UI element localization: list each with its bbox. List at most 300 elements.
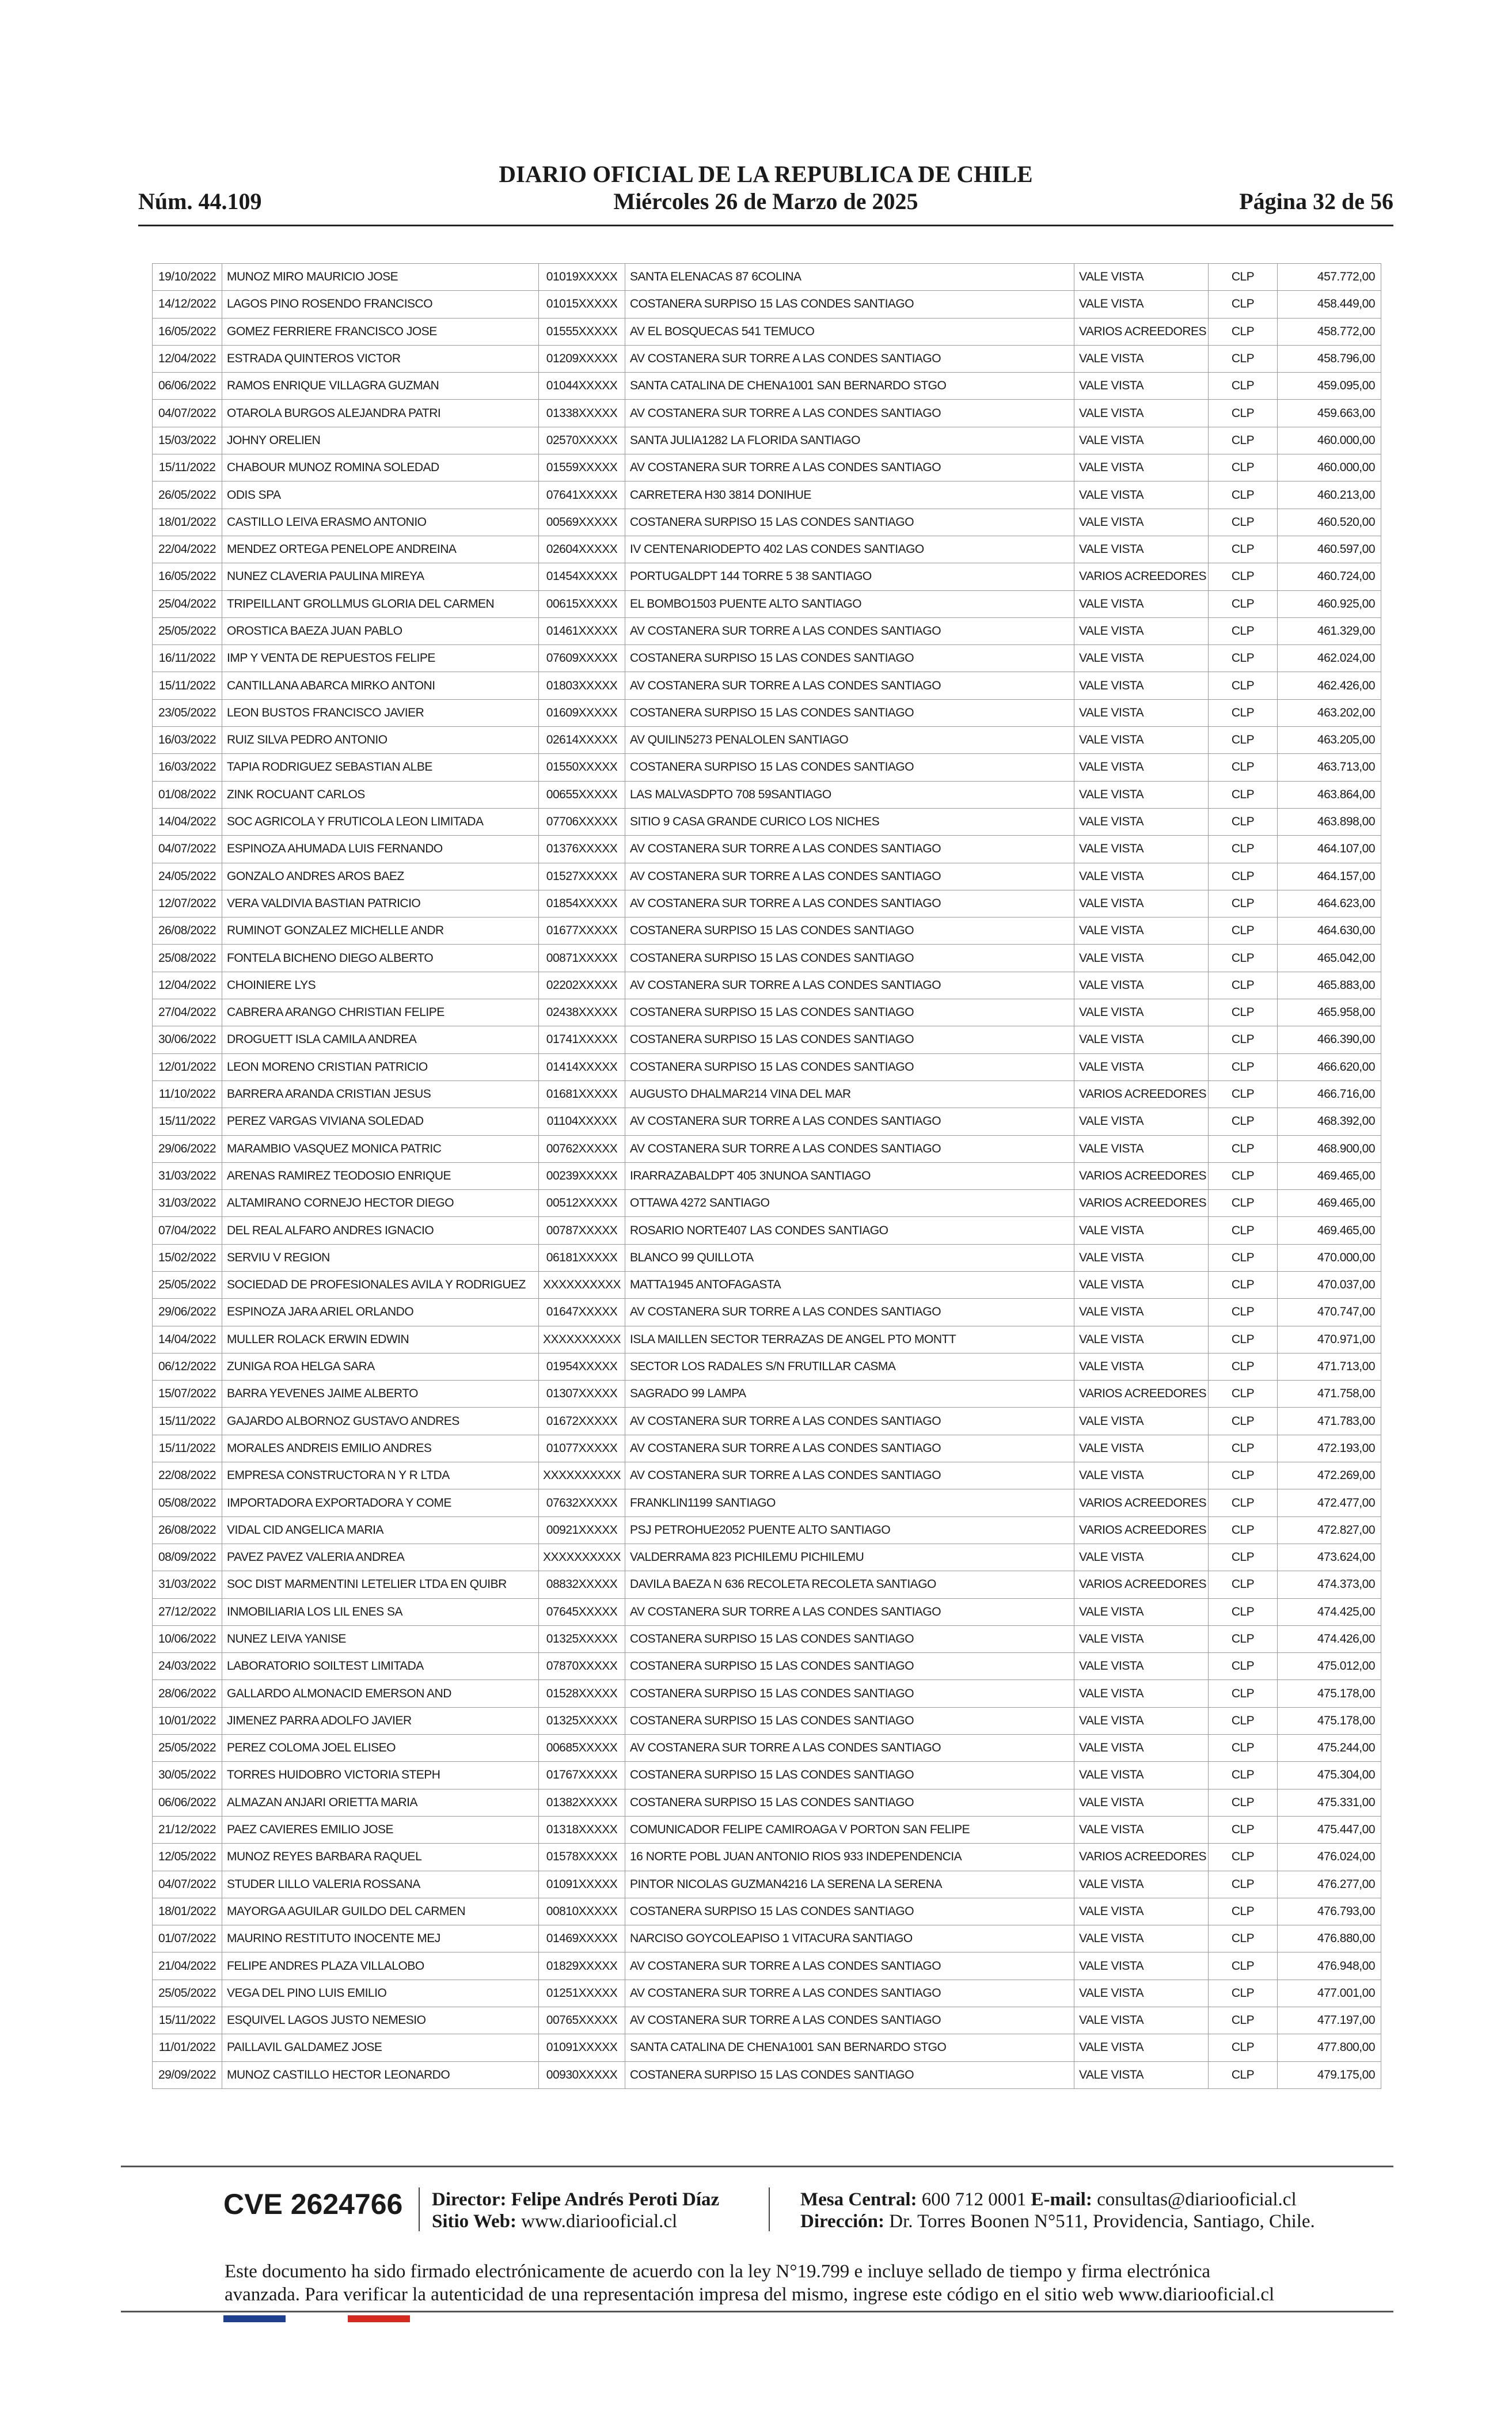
row-date: 25/05/2022 <box>153 1271 222 1298</box>
row-date: 10/06/2022 <box>153 1625 222 1652</box>
row-currency: CLP <box>1209 727 1278 754</box>
row-name: MUNOZ MIRO MAURICIO JOSE <box>222 264 539 291</box>
row-name: CANTILLANA ABARCA MIRKO ANTONI <box>222 672 539 699</box>
row-amount: 475.178,00 <box>1278 1680 1381 1707</box>
row-rut: 06181XXXXX <box>539 1244 625 1271</box>
row-name: PAVEZ PAVEZ VALERIA ANDREA <box>222 1544 539 1571</box>
row-name: INMOBILIARIA LOS LIL ENES SA <box>222 1598 539 1625</box>
table-row <box>153 1871 1381 1898</box>
row-payment-type: VALE VISTA <box>1074 2061 1209 2088</box>
row-name: ESTRADA QUINTEROS VICTOR <box>222 345 539 372</box>
email-label: E-mail: <box>1031 2189 1092 2210</box>
website-link[interactable]: www.diariooficial.cl <box>521 2211 678 2232</box>
row-payment-type: VALE VISTA <box>1074 1789 1209 1816</box>
row-date: 22/08/2022 <box>153 1462 222 1489</box>
row-amount: 477.197,00 <box>1278 2007 1381 2034</box>
row-rut: 01376XXXXX <box>539 836 625 863</box>
row-amount: 474.426,00 <box>1278 1625 1381 1652</box>
row-payment-type: VALE VISTA <box>1074 590 1209 617</box>
table-row <box>153 1789 1381 1816</box>
row-address: IRARRAZABALDPT 405 3NUNOA SANTIAGO <box>625 1162 1074 1189</box>
legal-notice <box>225 2260 1319 2306</box>
table-row <box>153 1435 1381 1462</box>
row-amount: 463.713,00 <box>1278 754 1381 781</box>
row-date: 14/04/2022 <box>153 1326 222 1353</box>
row-address: COSTANERA SURPISO 15 LAS CONDES SANTIAGO <box>625 645 1074 672</box>
row-amount: 457.772,00 <box>1278 264 1381 291</box>
row-currency: CLP <box>1209 1544 1278 1571</box>
website-label: Sitio Web: <box>432 2211 517 2232</box>
row-name: NUNEZ CLAVERIA PAULINA MIREYA <box>222 563 539 590</box>
table-row <box>153 917 1381 945</box>
table-row <box>153 1162 1381 1189</box>
row-address: AV COSTANERA SUR TORRE A LAS CONDES SANTIAGO <box>625 672 1074 699</box>
payments-table <box>152 263 1381 2089</box>
row-name: PAEZ CAVIERES EMILIO JOSE <box>222 1816 539 1843</box>
table-row <box>153 318 1381 345</box>
row-rut: XXXXXXXXXX <box>539 1544 625 1571</box>
table-row <box>153 454 1381 481</box>
table-row <box>153 373 1381 400</box>
legal-line-1: Este documento ha sido firmado electrónicamente de acuerdo con la ley N°19.799 e incluye sellado de tiempo y firma electrónica <box>225 2261 1211 2282</box>
row-amount: 465.042,00 <box>1278 945 1381 972</box>
row-address: COSTANERA SURPISO 15 LAS CONDES SANTIAGO <box>625 1026 1074 1053</box>
row-address: OTTAWA 4272 SANTIAGO <box>625 1190 1074 1217</box>
row-amount: 472.827,00 <box>1278 1516 1381 1544</box>
row-address: SAGRADO 99 LAMPA <box>625 1381 1074 1408</box>
table-row <box>153 1271 1381 1298</box>
row-name: LAGOS PINO ROSENDO FRANCISCO <box>222 291 539 318</box>
row-date: 31/03/2022 <box>153 1571 222 1598</box>
row-name: MARAMBIO VASQUEZ MONICA PATRIC <box>222 1135 539 1162</box>
row-date: 07/04/2022 <box>153 1217 222 1244</box>
director-name: Felipe Andrés Peroti Díaz <box>511 2189 720 2210</box>
row-payment-type: VALE VISTA <box>1074 264 1209 291</box>
row-payment-type: VALE VISTA <box>1074 536 1209 563</box>
row-rut: 01461XXXXX <box>539 617 625 644</box>
row-date: 31/03/2022 <box>153 1162 222 1189</box>
row-name: MAYORGA AGUILAR GUILDO DEL CARMEN <box>222 1898 539 1925</box>
row-rut: 01555XXXXX <box>539 318 625 345</box>
row-payment-type: VALE VISTA <box>1074 699 1209 726</box>
row-currency: CLP <box>1209 1217 1278 1244</box>
row-rut: 01318XXXXX <box>539 1816 625 1843</box>
row-rut: 08832XXXXX <box>539 1571 625 1598</box>
row-rut: 01803XXXXX <box>539 672 625 699</box>
row-rut: 00871XXXXX <box>539 945 625 972</box>
row-date: 21/04/2022 <box>153 1952 222 1980</box>
row-address: COSTANERA SURPISO 15 LAS CONDES SANTIAGO <box>625 509 1074 536</box>
masthead <box>138 160 1393 215</box>
row-date: 11/10/2022 <box>153 1080 222 1108</box>
row-date: 10/01/2022 <box>153 1707 222 1734</box>
row-payment-type: VALE VISTA <box>1074 1816 1209 1843</box>
row-payment-type: VARIOS ACREEDORES <box>1074 1381 1209 1408</box>
row-amount: 475.304,00 <box>1278 1762 1381 1789</box>
row-payment-type: VALE VISTA <box>1074 1871 1209 1898</box>
row-currency: CLP <box>1209 645 1278 672</box>
row-amount: 472.477,00 <box>1278 1489 1381 1516</box>
row-address: AV COSTANERA SUR TORRE A LAS CONDES SANTIAGO <box>625 345 1074 372</box>
row-rut: 00762XXXXX <box>539 1135 625 1162</box>
row-address: AV QUILIN5273 PENALOLEN SANTIAGO <box>625 727 1074 754</box>
row-amount: 474.373,00 <box>1278 1571 1381 1598</box>
row-currency: CLP <box>1209 2061 1278 2088</box>
row-amount: 476.880,00 <box>1278 1925 1381 1952</box>
row-date: 19/10/2022 <box>153 264 222 291</box>
row-currency: CLP <box>1209 318 1278 345</box>
row-rut: 01829XXXXX <box>539 1952 625 1980</box>
row-address: COSTANERA SURPISO 15 LAS CONDES SANTIAGO <box>625 2061 1074 2088</box>
row-address: AV COSTANERA SUR TORRE A LAS CONDES SANTIAGO <box>625 1735 1074 1762</box>
row-payment-type: VALE VISTA <box>1074 400 1209 427</box>
row-amount: 469.465,00 <box>1278 1190 1381 1217</box>
row-name: ESPINOZA AHUMADA LUIS FERNANDO <box>222 836 539 863</box>
row-date: 11/01/2022 <box>153 2034 222 2061</box>
row-payment-type: VALE VISTA <box>1074 917 1209 945</box>
row-address: COSTANERA SURPISO 15 LAS CONDES SANTIAGO <box>625 699 1074 726</box>
row-currency: CLP <box>1209 1026 1278 1053</box>
row-currency: CLP <box>1209 2034 1278 2061</box>
row-amount: 463.205,00 <box>1278 727 1381 754</box>
row-name: SOCIEDAD DE PROFESIONALES AVILA Y RODRIGUEZ <box>222 1271 539 1298</box>
row-address: AV COSTANERA SUR TORRE A LAS CONDES SANTIAGO <box>625 454 1074 481</box>
row-date: 15/11/2022 <box>153 1108 222 1135</box>
row-payment-type: VALE VISTA <box>1074 999 1209 1026</box>
row-currency: CLP <box>1209 1271 1278 1298</box>
row-payment-type: VALE VISTA <box>1074 1653 1209 1680</box>
row-amount: 464.623,00 <box>1278 890 1381 917</box>
row-currency: CLP <box>1209 2007 1278 2034</box>
row-name: GOMEZ FERRIERE FRANCISCO JOSE <box>222 318 539 345</box>
row-amount: 466.716,00 <box>1278 1080 1381 1108</box>
row-name: JOHNY ORELIEN <box>222 427 539 454</box>
row-address: CARRETERA H30 3814 DONIHUE <box>625 481 1074 509</box>
row-rut: 01209XXXXX <box>539 345 625 372</box>
row-rut: 00239XXXXX <box>539 1162 625 1189</box>
row-date: 04/07/2022 <box>153 836 222 863</box>
row-address: COSTANERA SURPISO 15 LAS CONDES SANTIAGO <box>625 945 1074 972</box>
row-rut: 00765XXXXX <box>539 2007 625 2034</box>
row-amount: 465.883,00 <box>1278 972 1381 999</box>
row-date: 24/03/2022 <box>153 1653 222 1680</box>
row-amount: 458.796,00 <box>1278 345 1381 372</box>
row-rut: 01325XXXXX <box>539 1707 625 1734</box>
row-address: COSTANERA SURPISO 15 LAS CONDES SANTIAGO <box>625 1707 1074 1734</box>
row-name: GAJARDO ALBORNOZ GUSTAVO ANDRES <box>222 1408 539 1435</box>
row-name: LEON BUSTOS FRANCISCO JAVIER <box>222 699 539 726</box>
row-name: FONTELA BICHENO DIEGO ALBERTO <box>222 945 539 972</box>
row-payment-type: VALE VISTA <box>1074 781 1209 808</box>
issue-number: Núm. 44.109 <box>138 188 262 214</box>
row-date: 15/11/2022 <box>153 1408 222 1435</box>
row-address: SANTA CATALINA DE CHENA1001 SAN BERNARDO STGO <box>625 2034 1074 2061</box>
row-rut: 01091XXXXX <box>539 1871 625 1898</box>
row-date: 28/06/2022 <box>153 1680 222 1707</box>
row-payment-type: VALE VISTA <box>1074 1435 1209 1462</box>
row-name: TORRES HUIDOBRO VICTORIA STEPH <box>222 1762 539 1789</box>
row-rut: XXXXXXXXXX <box>539 1326 625 1353</box>
footer-divider-left <box>419 2187 420 2231</box>
row-name: BARRA YEVENES JAIME ALBERTO <box>222 1381 539 1408</box>
row-payment-type: VALE VISTA <box>1074 1053 1209 1080</box>
row-currency: CLP <box>1209 1871 1278 1898</box>
director-label: Director: <box>432 2189 507 2210</box>
row-amount: 462.024,00 <box>1278 645 1381 672</box>
table-row <box>153 1653 1381 1680</box>
row-rut: 01414XXXXX <box>539 1053 625 1080</box>
row-currency: CLP <box>1209 1735 1278 1762</box>
row-currency: CLP <box>1209 509 1278 536</box>
row-currency: CLP <box>1209 590 1278 617</box>
row-rut: 01338XXXXX <box>539 400 625 427</box>
table-row <box>153 999 1381 1026</box>
row-amount: 459.095,00 <box>1278 373 1381 400</box>
row-amount: 464.107,00 <box>1278 836 1381 863</box>
row-date: 25/05/2022 <box>153 617 222 644</box>
row-name: GONZALO ANDRES AROS BAEZ <box>222 863 539 890</box>
row-date: 27/04/2022 <box>153 999 222 1026</box>
row-address: EL BOMBO1503 PUENTE ALTO SANTIAGO <box>625 590 1074 617</box>
row-date: 30/06/2022 <box>153 1026 222 1053</box>
table-row <box>153 345 1381 372</box>
row-amount: 469.465,00 <box>1278 1162 1381 1189</box>
cve-code: CVE 2624766 <box>223 2188 403 2220</box>
row-name: CHOINIERE LYS <box>222 972 539 999</box>
table-row <box>153 1053 1381 1080</box>
row-rut: 01672XXXXX <box>539 1408 625 1435</box>
row-currency: CLP <box>1209 617 1278 644</box>
page-indicator: Página 32 de 56 <box>1239 188 1393 214</box>
table-row <box>153 1844 1381 1871</box>
flag-stripe-red <box>348 2315 410 2322</box>
row-rut: 07645XXXXX <box>539 1598 625 1625</box>
row-amount: 460.213,00 <box>1278 481 1381 509</box>
row-name: ESQUIVEL LAGOS JUSTO NEMESIO <box>222 2007 539 2034</box>
row-name: STUDER LILLO VALERIA ROSSANA <box>222 1871 539 1898</box>
table-row <box>153 972 1381 999</box>
row-amount: 476.024,00 <box>1278 1844 1381 1871</box>
row-name: IMP Y VENTA DE REPUESTOS FELIPE <box>222 645 539 672</box>
row-date: 12/07/2022 <box>153 890 222 917</box>
row-date: 15/03/2022 <box>153 427 222 454</box>
row-rut: 00921XXXXX <box>539 1516 625 1544</box>
row-date: 01/08/2022 <box>153 781 222 808</box>
row-address: AV COSTANERA SUR TORRE A LAS CONDES SANTIAGO <box>625 400 1074 427</box>
row-address: COSTANERA SURPISO 15 LAS CONDES SANTIAGO <box>625 291 1074 318</box>
row-amount: 475.178,00 <box>1278 1707 1381 1734</box>
row-address: 16 NORTE POBL JUAN ANTONIO RIOS 933 INDEPENDENCIA <box>625 1844 1074 1871</box>
address-label: Dirección: <box>800 2211 885 2232</box>
row-payment-type: VALE VISTA <box>1074 1625 1209 1652</box>
table-row <box>153 808 1381 835</box>
row-currency: CLP <box>1209 1653 1278 1680</box>
row-amount: 460.000,00 <box>1278 454 1381 481</box>
row-amount: 470.747,00 <box>1278 1299 1381 1326</box>
publication-date: Miércoles 26 de Marzo de 2025 <box>613 188 918 214</box>
row-amount: 464.630,00 <box>1278 917 1381 945</box>
email-link[interactable]: consultas@diariooficial.cl <box>1097 2189 1297 2210</box>
row-currency: CLP <box>1209 1680 1278 1707</box>
row-rut: 07870XXXXX <box>539 1653 625 1680</box>
row-currency: CLP <box>1209 945 1278 972</box>
row-address: PINTOR NICOLAS GUZMAN4216 LA SERENA LA SERENA <box>625 1871 1074 1898</box>
row-date: 22/04/2022 <box>153 536 222 563</box>
row-amount: 468.900,00 <box>1278 1135 1381 1162</box>
row-date: 16/05/2022 <box>153 318 222 345</box>
row-currency: CLP <box>1209 1326 1278 1353</box>
row-name: ZINK ROCUANT CARLOS <box>222 781 539 808</box>
row-amount: 471.758,00 <box>1278 1381 1381 1408</box>
row-payment-type: VALE VISTA <box>1074 1680 1209 1707</box>
row-name: ZUNIGA ROA HELGA SARA <box>222 1353 539 1380</box>
flag-stripe-blue <box>223 2315 286 2322</box>
row-name: RAMOS ENRIQUE VILLAGRA GUZMAN <box>222 373 539 400</box>
row-date: 23/05/2022 <box>153 699 222 726</box>
row-amount: 460.520,00 <box>1278 509 1381 536</box>
row-payment-type: VALE VISTA <box>1074 1026 1209 1053</box>
row-date: 21/12/2022 <box>153 1816 222 1843</box>
table-row <box>153 836 1381 863</box>
row-date: 12/04/2022 <box>153 345 222 372</box>
row-rut: 01647XXXXX <box>539 1299 625 1326</box>
table-row <box>153 1925 1381 1952</box>
row-name: JIMENEZ PARRA ADOLFO JAVIER <box>222 1707 539 1734</box>
footer-divider-right <box>769 2187 770 2231</box>
row-currency: CLP <box>1209 808 1278 835</box>
row-name: RUIZ SILVA PEDRO ANTONIO <box>222 727 539 754</box>
row-currency: CLP <box>1209 1135 1278 1162</box>
row-payment-type: VARIOS ACREEDORES <box>1074 1516 1209 1544</box>
row-address: COSTANERA SURPISO 15 LAS CONDES SANTIAGO <box>625 1653 1074 1680</box>
row-amount: 464.157,00 <box>1278 863 1381 890</box>
row-address: IV CENTENARIODEPTO 402 LAS CONDES SANTIAGO <box>625 536 1074 563</box>
table-row <box>153 645 1381 672</box>
row-payment-type: VALE VISTA <box>1074 1271 1209 1298</box>
row-name: SOC DIST MARMENTINI LETELIER LTDA EN QUIBR <box>222 1571 539 1598</box>
table-row <box>153 1326 1381 1353</box>
row-name: VEGA DEL PINO LUIS EMILIO <box>222 1980 539 2007</box>
table-row <box>153 1190 1381 1217</box>
row-rut: 01077XXXXX <box>539 1435 625 1462</box>
row-date: 15/11/2022 <box>153 454 222 481</box>
table-row <box>153 754 1381 781</box>
row-currency: CLP <box>1209 781 1278 808</box>
table-row <box>153 1952 1381 1980</box>
table-row <box>153 1408 1381 1435</box>
row-rut: 02570XXXXX <box>539 427 625 454</box>
table-row <box>153 1381 1381 1408</box>
row-payment-type: VALE VISTA <box>1074 1326 1209 1353</box>
row-name: TAPIA RODRIGUEZ SEBASTIAN ALBE <box>222 754 539 781</box>
row-payment-type: VALE VISTA <box>1074 1244 1209 1271</box>
row-amount: 469.465,00 <box>1278 1217 1381 1244</box>
row-date: 29/06/2022 <box>153 1135 222 1162</box>
row-address: AUGUSTO DHALMAR214 VINA DEL MAR <box>625 1080 1074 1108</box>
table-row <box>153 2007 1381 2034</box>
row-date: 01/07/2022 <box>153 1925 222 1952</box>
row-payment-type: VALE VISTA <box>1074 1462 1209 1489</box>
row-payment-type: VALE VISTA <box>1074 645 1209 672</box>
publication-title: DIARIO OFICIAL DE LA REPUBLICA DE CHILE <box>499 161 1033 187</box>
table-row <box>153 617 1381 644</box>
row-rut: 01104XXXXX <box>539 1108 625 1135</box>
row-date: 24/05/2022 <box>153 863 222 890</box>
row-currency: CLP <box>1209 563 1278 590</box>
table-row <box>153 1980 1381 2007</box>
table-body <box>153 264 1381 2089</box>
row-amount: 468.392,00 <box>1278 1108 1381 1135</box>
row-rut: 01559XXXXX <box>539 454 625 481</box>
row-rut: 01741XXXXX <box>539 1026 625 1053</box>
row-payment-type: VALE VISTA <box>1074 1952 1209 1980</box>
row-address: AV COSTANERA SUR TORRE A LAS CONDES SANTIAGO <box>625 1408 1074 1435</box>
row-address: COSTANERA SURPISO 15 LAS CONDES SANTIAGO <box>625 1680 1074 1707</box>
row-address: AV COSTANERA SUR TORRE A LAS CONDES SANTIAGO <box>625 1598 1074 1625</box>
page-header <box>138 160 1393 223</box>
table-row <box>153 945 1381 972</box>
row-address: FRANKLIN1199 SANTIAGO <box>625 1489 1074 1516</box>
row-currency: CLP <box>1209 1952 1278 1980</box>
row-date: 26/05/2022 <box>153 481 222 509</box>
row-amount: 471.713,00 <box>1278 1353 1381 1380</box>
table-row <box>153 1244 1381 1271</box>
row-amount: 462.426,00 <box>1278 672 1381 699</box>
row-name: MAURINO RESTITUTO INOCENTE MEJ <box>222 1925 539 1952</box>
row-payment-type: VALE VISTA <box>1074 1544 1209 1571</box>
row-currency: CLP <box>1209 672 1278 699</box>
mesa-label: Mesa Central: <box>800 2189 917 2210</box>
row-name: RUMINOT GONZALEZ MICHELLE ANDR <box>222 917 539 945</box>
table-row <box>153 590 1381 617</box>
row-date: 16/03/2022 <box>153 754 222 781</box>
row-currency: CLP <box>1209 264 1278 291</box>
row-currency: CLP <box>1209 1789 1278 1816</box>
row-payment-type: VALE VISTA <box>1074 291 1209 318</box>
table-row <box>153 1598 1381 1625</box>
row-rut: 07706XXXXX <box>539 808 625 835</box>
row-name: FELIPE ANDRES PLAZA VILLALOBO <box>222 1952 539 1980</box>
row-address: AV COSTANERA SUR TORRE A LAS CONDES SANTIAGO <box>625 1435 1074 1462</box>
row-payment-type: VALE VISTA <box>1074 481 1209 509</box>
row-date: 14/04/2022 <box>153 808 222 835</box>
table-row <box>153 1026 1381 1053</box>
row-address: COSTANERA SURPISO 15 LAS CONDES SANTIAGO <box>625 1898 1074 1925</box>
table-row <box>153 1707 1381 1734</box>
row-rut: 01609XXXXX <box>539 699 625 726</box>
row-address: BLANCO 99 QUILLOTA <box>625 1244 1074 1271</box>
row-payment-type: VALE VISTA <box>1074 1299 1209 1326</box>
row-name: ALTAMIRANO CORNEJO HECTOR DIEGO <box>222 1190 539 1217</box>
row-amount: 477.001,00 <box>1278 1980 1381 2007</box>
row-address: AV COSTANERA SUR TORRE A LAS CONDES SANTIAGO <box>625 1952 1074 1980</box>
row-name: SERVIU V REGION <box>222 1244 539 1271</box>
row-payment-type: VALE VISTA <box>1074 1925 1209 1952</box>
table-row <box>153 1217 1381 1244</box>
table-row <box>153 1462 1381 1489</box>
row-payment-type: VALE VISTA <box>1074 509 1209 536</box>
row-date: 25/05/2022 <box>153 1980 222 2007</box>
row-rut: 02438XXXXX <box>539 999 625 1026</box>
row-name: PAILLAVIL GALDAMEZ JOSE <box>222 2034 539 2061</box>
row-amount: 459.663,00 <box>1278 400 1381 427</box>
row-rut: 01091XXXXX <box>539 2034 625 2061</box>
row-date: 26/08/2022 <box>153 917 222 945</box>
row-date: 29/06/2022 <box>153 1299 222 1326</box>
address-value: Dr. Torres Boonen N°511, Providencia, Santiago, Chile. <box>889 2211 1315 2232</box>
row-amount: 470.971,00 <box>1278 1326 1381 1353</box>
table-row <box>153 427 1381 454</box>
